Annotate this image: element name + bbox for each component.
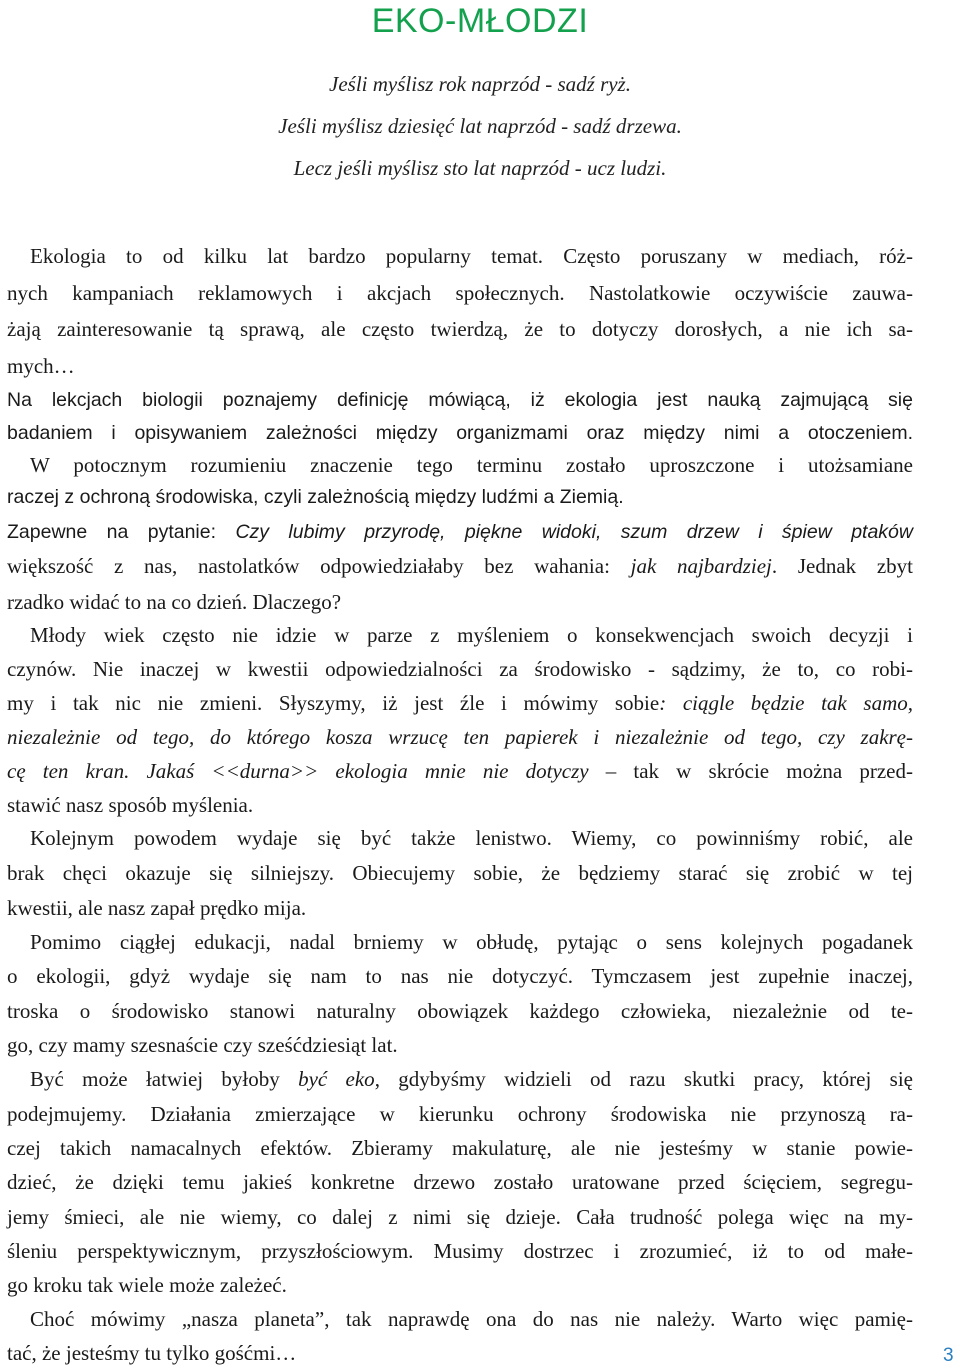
text-line xyxy=(7,519,913,545)
motto-line: Jeśli myślisz rok naprzód - sadź ryż. xyxy=(329,72,631,96)
text-line: Pomimo ciągłej edukacji, nadal brniemy w obłudę, pytając o sens kolejnych pogadanek xyxy=(30,930,913,954)
page-title: EKO-MŁODZI xyxy=(371,2,589,40)
text-run: – tak w skrócie można przed- xyxy=(588,759,913,783)
text-run: my i tak nic nie zmieni. Słyszymy, iż jest źle i mówimy sobie xyxy=(7,691,660,715)
italic-run: cę ten kran. Jakaś <<durna>> ekologia mnie nie dotyczy xyxy=(7,759,589,783)
page-number: 3 xyxy=(943,1345,954,1366)
text-line: Kolejnym powodem wydaje się być także lenistwo. Wiemy, co powinniśmy robić, ale xyxy=(30,826,913,850)
text-run: Być może łatwiej byłoby xyxy=(30,1067,299,1091)
text-line: o ekologii, gdyż wydaje się nam to nas nie dotyczyć. Tymczasem jest zupełnie inaczej, xyxy=(7,964,913,988)
text-line: kwestii, ale nasz zapał prędko mija. xyxy=(7,896,307,920)
italic-run: : ciągle będzie tak samo, xyxy=(659,691,913,715)
text-line: dzieć, że dzięki temu jakieś konkretne drzewo zostało uratowane przed ścięciem, segregu- xyxy=(7,1170,913,1194)
text-line xyxy=(7,690,913,716)
text-line: jemy śmieci, ale nie wiemy, co dalej z nimi się dzieje. Cała trudność polega więc na my- xyxy=(7,1205,913,1229)
text-line: go kroku tak wiele może zależeć. xyxy=(7,1273,287,1297)
text-line: Na lekcjach biologii poznajemy definicję mówiącą, iż ekologia jest nauką zajmującą się xyxy=(7,389,913,411)
text-run: , gdybyśmy widzieli od razu skutki pracy, której się xyxy=(374,1067,913,1091)
motto-line: Lecz jeśli myślisz sto lat naprzód - ucz ludzi. xyxy=(293,156,667,180)
text-line: podejmujemy. Działania zmierzające w kierunku ochrony środowiska nie przynoszą ra- xyxy=(7,1102,913,1126)
text-line: mych… xyxy=(7,354,75,378)
text-line: żają zainteresowanie tą sprawą, ale często twierdzą, że to dotyczy dorosłych, a nie ich sa- xyxy=(7,317,913,341)
text-line: Ekologia to od kilku lat bardzo popularny temat. Często poruszany w mediach, róż- xyxy=(30,244,913,268)
text-line: nych kampaniach reklamowych i akcjach społecznych. Nastolatkowie oczywiście zauwa- xyxy=(7,281,913,305)
text-line: Młody wiek często nie idzie w parze z myśleniem o konsekwencjach swoich decyzji i xyxy=(30,623,913,647)
text-run: Zapewne na pytanie: xyxy=(7,521,236,543)
text-line: badaniem i opisywaniem zależności między organizmami oraz między nimi a otoczeniem. xyxy=(7,422,913,444)
text-line xyxy=(7,553,913,579)
italic-run: jak najbardziej xyxy=(630,554,772,578)
text-line: go, czy mamy szesnaście czy sześćdziesiąt lat. xyxy=(7,1033,398,1057)
text-line xyxy=(7,758,913,784)
text-line xyxy=(30,1066,913,1092)
motto-line: Jeśli myślisz dziesięć lat naprzód - sadź drzewa. xyxy=(278,114,682,138)
italic-run: Czy lubimy przyrodę, piękne widoki, szum drzew i śpiew ptaków xyxy=(235,521,913,543)
text-line: tać, że jesteśmy tu tylko gośćmi… xyxy=(7,1341,297,1365)
text-line: W potocznym rozumieniu znaczenie tego terminu zostało uproszczone i utożsamiane xyxy=(30,453,913,477)
text-line: stawić nasz sposób myślenia. xyxy=(7,793,254,817)
text-line: troska o środowisko stanowi naturalny obowiązek każdego człowieka, niezależnie od te- xyxy=(7,999,913,1023)
text-line: brak chęci okazuje się silniejszy. Obiecujemy sobie, że będziemy starać się zrobić w tej xyxy=(7,861,913,885)
text-run: . Jednak zbyt xyxy=(771,554,913,578)
italic-run: być eko xyxy=(298,1067,375,1091)
text-line: Choć mówimy „nasza planeta”, tak naprawdę ona do nas nie należy. Warto więc pamię- xyxy=(30,1307,913,1331)
italic-run: niezależnie od tego, do którego kosza wrzucę ten papierek i niezależnie od tego, czy zakrę- xyxy=(7,725,913,749)
text-line: raczej z ochroną środowiska, czyli zależnością między ludźmi a Ziemią. xyxy=(7,486,624,508)
text-line: śleniu perspektywicznym, przyszłościowym. Musimy dostrzec i zrozumieć, iż to od małe- xyxy=(7,1239,913,1263)
text-line: czynów. Nie inaczej w kwestii odpowiedzialności za środowisko - sądzimy, że to, co robi- xyxy=(7,657,913,681)
text-line: rzadko widać to na co dzień. Dlaczego? xyxy=(7,590,342,614)
text-line: czej takich namacalnych efektów. Zbieramy makulaturę, ale nie jesteśmy w stanie powie- xyxy=(7,1136,913,1160)
text-run: większość z nas, nastolatków odpowiedziałaby bez wahania: xyxy=(7,554,631,578)
text-line xyxy=(7,724,913,750)
